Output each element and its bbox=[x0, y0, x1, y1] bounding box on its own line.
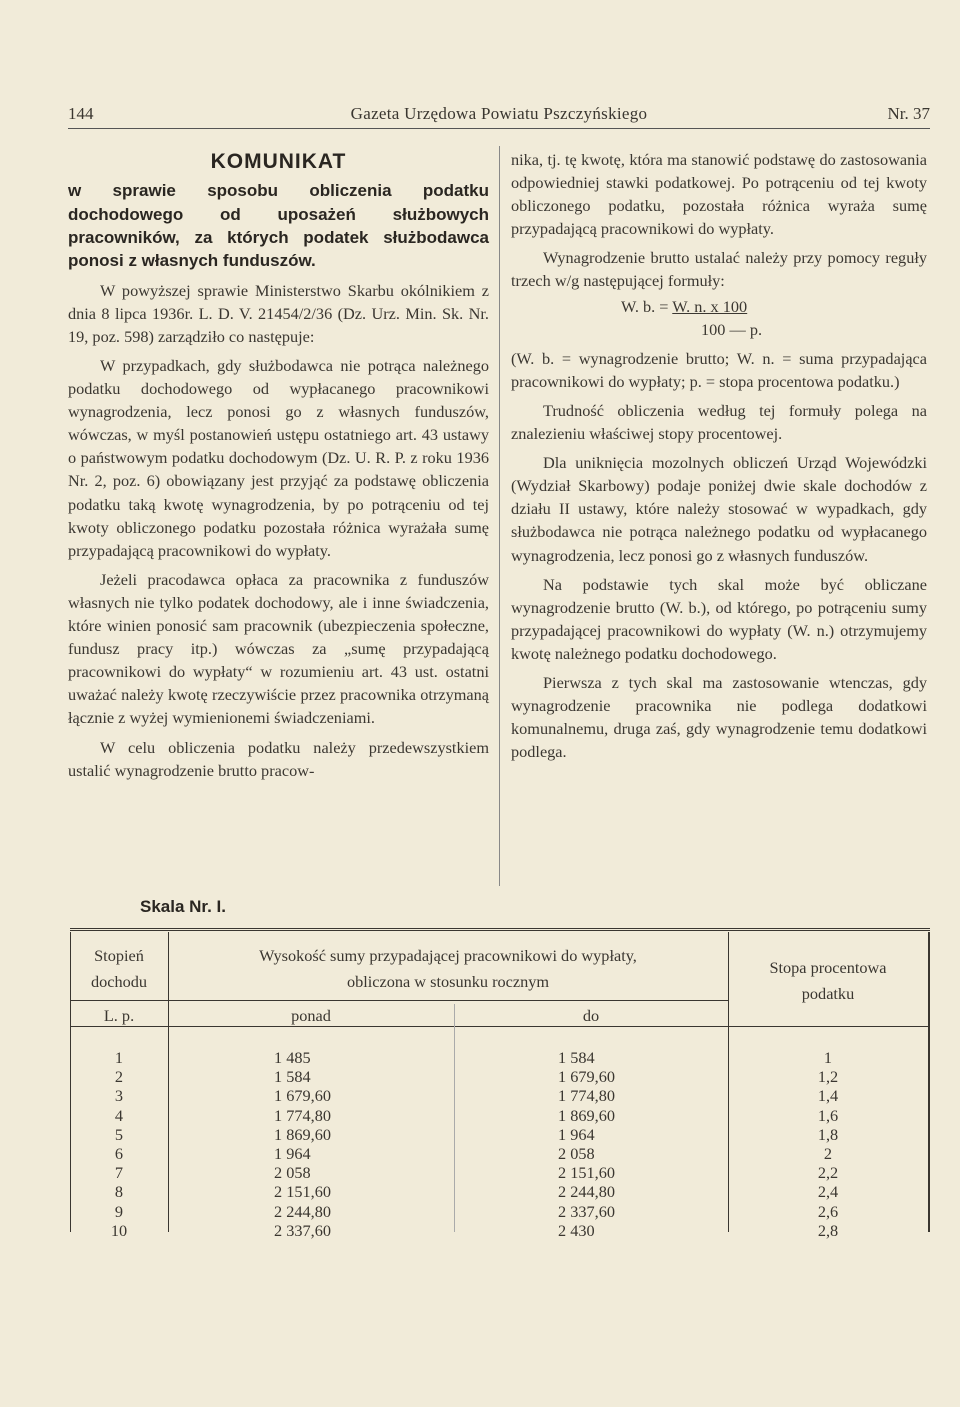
cell-from: 1 485 bbox=[274, 1048, 311, 1067]
publication-title: Gazeta Urzędowa Powiatu Pszczyńskiego bbox=[350, 104, 648, 123]
formula-lhs: W. b. = bbox=[621, 296, 673, 316]
cell-to: 2 337,60 bbox=[558, 1201, 615, 1221]
cell-rate: 1 bbox=[823, 1048, 833, 1067]
paragraph: Pierwsza z tych skal ma zastosowanie wtenczas, gdy wynagrodzenie pracownika nie podlega dodatkowi komunalnemu, druga zaś, gdy wynagrodzenie temu dodatkowi podlega. bbox=[511, 672, 927, 762]
cell-to: 2 244,80 bbox=[558, 1182, 615, 1202]
cell-grade: 3 bbox=[114, 1086, 124, 1106]
page-number: 144 bbox=[68, 104, 94, 123]
tax-scale-table bbox=[70, 928, 930, 1242]
announcement-subtitle: w sprawie sposobu obliczenia podatku dochodowego od uposażeń służbowych pracowników, za których podatek służbodawca ponosi z własnych funduszów. bbox=[68, 181, 489, 271]
cell-rate: 1,6 bbox=[817, 1105, 839, 1125]
cell-grade: 4 bbox=[114, 1105, 124, 1125]
paragraph: W celu obliczenia podatku należy przedewszystkiem ustalić wynagrodzenie brutto pracow- bbox=[68, 737, 489, 780]
paragraph: W przypadkach, gdy służbodawca nie potrąca należnego podatku dochodowego od wypłacanego pracownikowi wynagrodzenia, lecz ponosi go z własnych funduszów, wówczas, w myśl postanowień ustępu ostatniego art. 43 ustawy o państwowym podatku dochodowym (Dz. U. R. P. z roku 1936 Nr. 2, poz. 6) obowiązany jest przyjąć za podstawę obliczenia podatku taką kwotę wynagrodzenia, by po potrąceniu od tej kwoty obliczonego podatku pozostała różnica wyrażała sumę przypadającą pracownikowi do wypłaty. bbox=[68, 356, 489, 560]
cell-rate: 2,2 bbox=[817, 1163, 839, 1183]
cell-to: 2 058 bbox=[558, 1144, 595, 1163]
announcement-title: KOMUNIKAT bbox=[210, 150, 347, 173]
header-grade-line1: Stopień bbox=[94, 946, 144, 965]
cell-to: 1 869,60 bbox=[558, 1105, 615, 1125]
cell-to: 1 774,80 bbox=[558, 1086, 615, 1106]
subheader-to: do bbox=[582, 1006, 600, 1025]
subheader-from: ponad bbox=[291, 1006, 331, 1025]
header-amount-line2: obliczona w stosunku rocznym bbox=[346, 972, 550, 991]
cell-to: 1 679,60 bbox=[558, 1067, 615, 1087]
cell-from: 2 151,60 bbox=[274, 1182, 331, 1202]
cell-from: 1 774,80 bbox=[274, 1105, 331, 1125]
paragraph: Na podstawie tych skal może być obliczane wynagrodzenie brutto (W. b.), od którego, po potrąceniu sumy przypadającej pracownikowi do wypłaty (W. n.) otrzymujemy kwotę należnego podatku dochodowego. bbox=[511, 574, 927, 663]
paragraph: Jeżeli pracodawca opłaca za pracownika z funduszów własnych nie tylko podatek dochodowy, ale i inne świadczenia, które winien ponosić sam pracownik (ubezpieczenia społeczne, fundusz pracy itp.) wówczas za „sumę przypadającą pracownikowi do wypłaty“ w rozumieniu art. 43 ust. ostatni uważać należy kwotę rzeczywiście przez pracownika otrzymaną łącznie z wyżej wymienionemi świadczeniami. bbox=[68, 569, 489, 728]
column-divider bbox=[499, 146, 500, 886]
cell-from: 2 058 bbox=[274, 1163, 311, 1183]
cell-rate: 2,8 bbox=[817, 1220, 839, 1240]
cell-rate: 2,4 bbox=[817, 1182, 839, 1202]
cell-rate: 2,6 bbox=[817, 1201, 839, 1221]
cell-rate: 1,8 bbox=[817, 1124, 839, 1144]
header-rate-line1: Stopa procentowa bbox=[769, 958, 887, 977]
cell-from: 2 337,60 bbox=[274, 1220, 331, 1240]
formula-denominator: 100 — p. bbox=[701, 319, 763, 339]
cell-to: 1 584 bbox=[558, 1048, 595, 1067]
cell-grade: 10 bbox=[110, 1220, 128, 1240]
page-header bbox=[68, 100, 930, 128]
table-caption: Skala Nr. I. bbox=[140, 897, 226, 916]
paragraph: Wynagrodzenie brutto ustalać należy przy pomocy reguły trzech w/g następującej formuły: bbox=[511, 248, 927, 291]
cell-from: 1 869,60 bbox=[274, 1124, 331, 1144]
cell-grade: 5 bbox=[114, 1124, 124, 1144]
header-rate-line2: podatku bbox=[801, 984, 855, 1003]
cell-from: 1 679,60 bbox=[274, 1086, 331, 1106]
right-column bbox=[511, 148, 927, 763]
header-grade-line2: dochodu bbox=[90, 972, 148, 991]
cell-grade: 9 bbox=[114, 1201, 124, 1221]
issue-number: Nr. 37 bbox=[887, 104, 930, 123]
paragraph: nika, tj. tę kwotę, która ma stanowić podstawę do zastosowania odpowiedniej stawki podatkowej. Po potrąceniu od tej kwoty obliczonego podatku, pozostała różnica wyraża sumę przypadającą pracownikowi do wypłaty. bbox=[511, 150, 927, 239]
formula bbox=[511, 295, 927, 341]
header-rule bbox=[68, 128, 930, 129]
cell-rate: 2 bbox=[823, 1144, 833, 1163]
cell-to: 2 430 bbox=[558, 1220, 595, 1240]
cell-from: 1 584 bbox=[274, 1067, 311, 1087]
header-amount-line1: Wysokość sumy przypadającej pracownikowi do wypłaty, bbox=[259, 946, 637, 965]
cell-to: 2 151,60 bbox=[558, 1163, 615, 1183]
cell-from: 1 964 bbox=[274, 1144, 311, 1163]
paragraph: Dla uniknięcia mozolnych obliczeń Urząd Wojewódzki (Wydział Skarbowy) podaje poniżej dwie skale dochodów z działu II ustawy, które należy stosować w wypadkach, gdy służbodawca nie potrąca należnego podatku od wypłacanego wynagrodzenia, lecz ponosi go z własnych funduszów. bbox=[511, 453, 927, 565]
cell-grade: 7 bbox=[114, 1163, 124, 1183]
cell-grade: 2 bbox=[114, 1067, 124, 1087]
formula-numerator: W. n. x 100 bbox=[672, 296, 748, 316]
cell-from: 2 244,80 bbox=[274, 1201, 331, 1221]
cell-grade: 8 bbox=[114, 1182, 124, 1202]
cell-to: 1 964 bbox=[558, 1124, 595, 1144]
cell-rate: 1,4 bbox=[817, 1086, 839, 1106]
cell-rate: 1,2 bbox=[817, 1067, 839, 1087]
cell-grade: 1 bbox=[114, 1048, 124, 1067]
cell-grade: 6 bbox=[114, 1144, 124, 1163]
formula-legend: (W. b. = wynagrodzenie brutto; W. n. = suma przypadająca pracownikowi do wypłaty; p. = stopa procentowa podatku.) bbox=[511, 348, 927, 391]
paragraph: Trudność obliczenia według tej formuły polega na znalezieniu właściwej stopy procentowej. bbox=[511, 400, 927, 444]
subheader-lp: L. p. bbox=[103, 1006, 135, 1025]
paragraph: W powyższej sprawie Ministerstwo Skarbu okólnikiem z dnia 8 lipca 1936r. L. D. V. 21454/2/36 (Dz. Urz. Min. Sk. Nr. 19, poz. 598) zarządziło co następuje: bbox=[68, 280, 489, 346]
left-column bbox=[68, 148, 489, 782]
